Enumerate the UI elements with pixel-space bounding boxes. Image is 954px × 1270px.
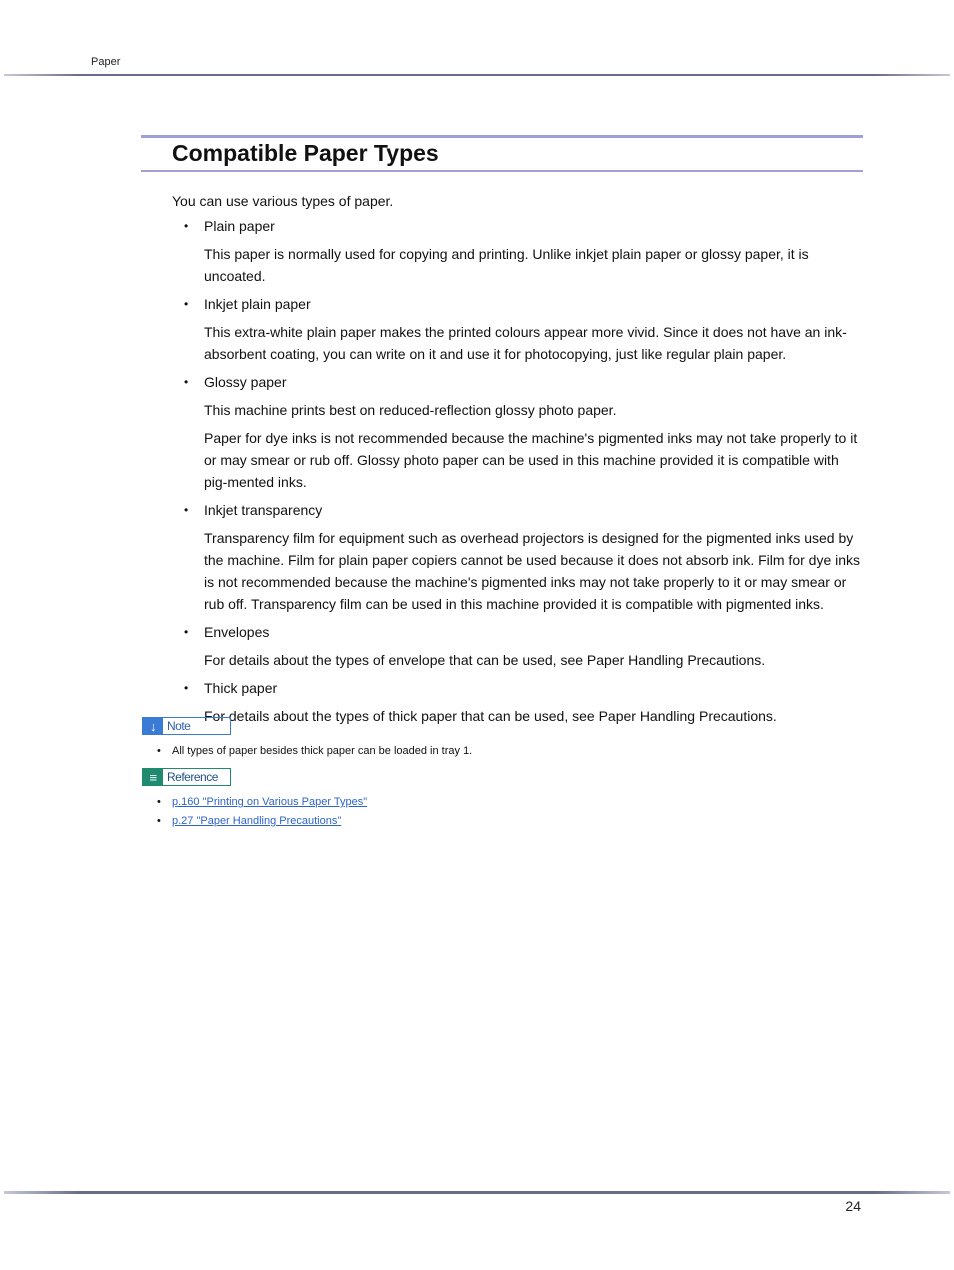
paper-type-description: For details about the types of envelope that can be used, see Paper Handling Precautions. [204,652,766,668]
paper-type-label: • Envelopes [172,621,862,643]
reference-item: • p.160 "Printing on Various Paper Types" [157,796,368,808]
note-list [157,742,472,761]
paper-type-label: • Inkjet plain paper [172,293,862,315]
main-content [172,190,862,733]
reference-link-paper-handling[interactable]: p.27 "Paper Handling Precautions" [172,815,342,827]
note-item: • All types of paper besides thick paper can be loaded in tray 1. [157,745,473,757]
bullet: • [184,297,189,311]
bullet: • [184,681,189,695]
intro-text: You can use various types of paper. [172,193,394,209]
page-number: 24 [845,1198,861,1214]
paper-type-description: This paper is normally used for copying and printing. Unlike inkjet plain paper or glossy paper, it is uncoated. [204,246,809,284]
note-badge [142,717,231,735]
document-icon: ≡ [143,769,163,785]
bullet: • [184,625,189,639]
running-header: Paper [91,56,121,68]
down-arrow-icon: ↓ [143,718,163,734]
bullet: • [184,503,189,517]
note-label: Note [167,719,191,733]
paper-type-description: Transparency film for equipment such as overhead projectors is designed for the pigmented inks used by the machine. Film for plain paper copiers cannot be used because it does not absorb ink. Film for dye inks is not recommended because the machine's pigmented inks may not take properly to it or may smear or rub off. Transparency film can be used in this machine provided it is compatible with pigmented inks. [204,530,861,612]
reference-link-printing-paper-types[interactable]: p.160 "Printing on Various Paper Types" [172,796,368,808]
footer-divider [4,1191,950,1194]
reference-label: Reference [167,770,218,784]
title-bar [141,135,863,172]
paper-type-label: • Thick paper [172,677,862,699]
page-title: Compatible Paper Types [172,140,439,166]
bullet: • [184,219,189,233]
paper-type-label: • Glossy paper [172,371,862,393]
reference-list [157,793,367,831]
paper-type-list [172,215,862,727]
paper-type-label: • Inkjet transparency [172,499,862,521]
bullet: • [184,375,189,389]
reference-item: • p.27 "Paper Handling Precautions" [157,815,342,827]
paper-type-description: This extra-white plain paper makes the printed colours appear more vivid. Since it does not have an ink-absorbent coating, you can write on it and use it for photocopying, just like regular plain paper. [204,324,847,362]
paper-type-description: For details about the types of thick paper that can be used, see Paper Handling Precautions. [204,708,777,724]
reference-badge [142,768,231,786]
paper-type-description: Paper for dye inks is not recommended because the machine's pigmented inks may not take properly to it or may smear or rub off. Glossy photo paper can be used in this machine provided it is compatible with pig-mented inks. [204,430,858,490]
paper-type-label: • Plain paper [172,215,862,237]
paper-type-description: This machine prints best on reduced-reflection glossy photo paper. [204,402,617,418]
header-divider [4,74,950,76]
